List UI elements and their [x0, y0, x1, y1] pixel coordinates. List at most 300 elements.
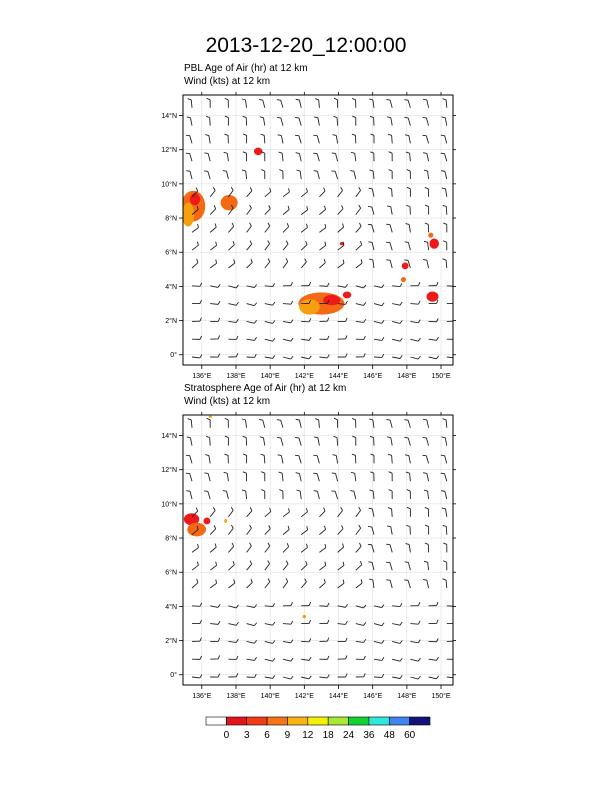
- wind-barb-feather: [288, 206, 289, 210]
- wind-barb-feather: [250, 525, 252, 528]
- wind-barb: [283, 624, 291, 625]
- wind-barb: [445, 171, 447, 179]
- wind-barb-feather: [351, 472, 355, 473]
- wind-barb-feather: [364, 656, 366, 659]
- wind-barb: [356, 641, 364, 642]
- wind-barb: [210, 511, 215, 517]
- wind-barb-feather: [204, 153, 208, 154]
- wind-barb-feather: [359, 543, 361, 546]
- wind-barb: [446, 260, 447, 268]
- wind-barb-feather: [424, 490, 428, 491]
- wind-barb-feather: [291, 658, 293, 661]
- wind-barb-feather: [224, 454, 228, 455]
- wind-barb-feather: [255, 657, 257, 660]
- wind-barb-feather: [333, 135, 337, 136]
- wind-barb-feather: [305, 259, 307, 262]
- wind-barb-feather: [325, 544, 326, 548]
- wind-barb-feather: [309, 676, 311, 679]
- wind-barb: [319, 191, 325, 197]
- wind-barb-feather: [187, 437, 191, 438]
- wind-barb-feather: [186, 491, 190, 492]
- wind-barb: [409, 456, 411, 464]
- wind-barb-feather: [286, 258, 288, 261]
- wind-barb: [265, 641, 273, 643]
- wind-barb-feather: [333, 116, 337, 117]
- wind-barb: [210, 191, 215, 197]
- y-tick-label: 4°N: [165, 603, 177, 611]
- wind-barb-feather: [286, 561, 288, 564]
- wind-barb: [247, 191, 252, 197]
- panel-bottom-plot: [161, 412, 456, 700]
- wind-barb-feather: [324, 579, 325, 583]
- wind-barb-feather: [418, 676, 420, 679]
- plot-frame: [183, 95, 453, 365]
- wind-barb: [427, 580, 429, 588]
- wind-barb-feather: [406, 224, 410, 225]
- wind-barb: [392, 509, 393, 517]
- wind-barb: [228, 263, 234, 268]
- wind-barb-feather: [443, 543, 447, 544]
- wind-barb-feather: [236, 656, 238, 659]
- wind-barb: [429, 339, 437, 340]
- wind-barb-feather: [216, 242, 217, 246]
- wind-barb: [390, 260, 392, 268]
- wind-barb-feather: [382, 623, 384, 626]
- wind-barb: [299, 456, 301, 464]
- wind-barb-feather: [218, 318, 220, 321]
- wind-barb: [210, 565, 216, 570]
- wind-barb-feather: [400, 355, 402, 358]
- wind-barb-feather: [371, 134, 374, 136]
- wind-barb-feather: [250, 561, 252, 564]
- colorbar-label: 0: [223, 730, 230, 741]
- wind-barb: [317, 171, 319, 179]
- wind-barb-feather: [423, 99, 427, 100]
- wind-barb: [337, 438, 338, 446]
- wind-barb: [263, 118, 264, 126]
- wind-barb-feather: [306, 224, 307, 228]
- wind-barb-feather: [314, 171, 318, 172]
- wind-barb-feather: [369, 259, 373, 260]
- wind-barb: [210, 583, 216, 588]
- wind-barb-feather: [343, 562, 344, 566]
- wind-barb: [356, 606, 364, 608]
- wind-barb: [301, 262, 306, 268]
- panel-top-wind-label: Wind (kts) at 12 km: [184, 76, 271, 87]
- age-of-air-region: [429, 239, 439, 249]
- wind-barb: [317, 474, 319, 482]
- wind-barb-feather: [369, 579, 373, 580]
- wind-barb: [283, 357, 291, 359]
- wind-barb-feather: [389, 472, 393, 473]
- wind-barb: [356, 624, 364, 626]
- wind-barb: [373, 420, 374, 428]
- wind-barb-feather: [261, 472, 265, 473]
- colorbar-label: 6: [264, 730, 270, 741]
- wind-barb-feather: [387, 437, 391, 438]
- wind-barb-feather: [223, 491, 227, 492]
- wind-barb: [245, 420, 246, 428]
- wind-barb-feather: [242, 490, 246, 491]
- wind-barb: [190, 154, 192, 162]
- wind-barb: [446, 509, 447, 517]
- y-tick-label: 12°N: [161, 147, 177, 155]
- wind-barb-feather: [187, 117, 191, 118]
- wind-barb: [192, 606, 200, 607]
- wind-barb-feather: [424, 561, 428, 562]
- wind-barb-feather: [423, 580, 427, 581]
- wind-barb: [247, 244, 252, 250]
- wind-barb: [410, 339, 418, 341]
- age-of-air-region: [190, 193, 200, 205]
- wind-barb: [354, 491, 356, 499]
- panel-bottom-variable-label: Stratosphere Age of Air (hr) at 12 km: [184, 383, 347, 394]
- wind-barb-feather: [324, 206, 325, 210]
- wind-barb: [299, 438, 301, 446]
- age-of-air-region: [224, 519, 227, 523]
- wind-barb-feather: [261, 490, 265, 491]
- wind-barb-field: [186, 418, 457, 679]
- wind-barb: [281, 456, 283, 464]
- wind-barb: [356, 286, 364, 288]
- wind-barb-feather: [346, 621, 348, 624]
- wind-barb-feather: [352, 116, 355, 118]
- wind-barb: [265, 244, 270, 250]
- wind-barb-feather: [250, 187, 252, 190]
- wind-barb: [228, 304, 236, 306]
- wind-barb-feather: [360, 241, 361, 245]
- wind-barb-feather: [236, 622, 238, 625]
- wind-barb: [190, 136, 192, 144]
- wind-barb-feather: [407, 490, 411, 491]
- wind-barb-feather: [268, 258, 270, 261]
- y-tick-label: 10°N: [161, 181, 177, 189]
- wind-barb-feather: [400, 320, 402, 323]
- wind-barb-feather: [324, 188, 325, 192]
- y-tick-label: 8°N: [165, 535, 177, 543]
- wind-barb-feather: [455, 620, 456, 624]
- wind-barb-feather: [309, 602, 310, 606]
- wind-barb: [356, 190, 361, 196]
- wind-barb-feather: [423, 260, 427, 261]
- y-tick-label: 2°N: [165, 638, 177, 646]
- wind-barb-feather: [188, 419, 192, 420]
- panel-bottom-wind-label: Wind (kts) at 12 km: [184, 396, 271, 407]
- wind-barb: [283, 659, 291, 661]
- wind-barb: [228, 606, 236, 608]
- wind-barb: [247, 528, 252, 534]
- wind-barb: [445, 438, 447, 446]
- wind-barb-feather: [255, 337, 257, 340]
- wind-barb: [265, 529, 270, 535]
- colorbar-label: 18: [322, 730, 334, 741]
- colorbar-box: [369, 717, 389, 725]
- wind-barb: [429, 357, 437, 359]
- wind-barb: [246, 171, 247, 179]
- wind-barb: [408, 420, 410, 428]
- wind-barb-feather: [278, 455, 282, 456]
- wind-barb-feather: [400, 603, 402, 606]
- wind-barb: [247, 659, 255, 660]
- wind-barb-feather: [216, 562, 217, 566]
- wind-barb: [210, 209, 215, 215]
- wind-barb: [319, 677, 327, 678]
- wind-barb: [390, 225, 392, 233]
- wind-barb-feather: [437, 318, 439, 321]
- wind-barb-feather: [273, 658, 275, 661]
- wind-barb: [318, 438, 320, 446]
- wind-barb: [356, 321, 364, 322]
- wind-barb-feather: [418, 301, 420, 304]
- wind-barb-feather: [314, 491, 318, 492]
- wind-barb: [374, 286, 382, 288]
- wind-barb-feather: [386, 260, 390, 261]
- wind-barb-feather: [369, 188, 373, 189]
- wind-barb-feather: [225, 436, 228, 438]
- wind-barb: [283, 227, 289, 233]
- wind-barb-feather: [273, 640, 275, 643]
- wind-barb-feather: [249, 543, 251, 546]
- wind-barb: [374, 624, 382, 626]
- wind-barb-feather: [198, 224, 199, 228]
- wind-barb: [445, 136, 447, 144]
- wind-barb: [445, 118, 447, 126]
- wind-barb-feather: [325, 562, 326, 566]
- wind-barb-feather: [406, 152, 410, 153]
- wind-barb-feather: [333, 436, 337, 437]
- wind-barb: [410, 624, 418, 625]
- wind-barb-feather: [325, 224, 326, 228]
- age-of-air-region: [428, 233, 433, 238]
- colorbar-box: [287, 717, 307, 725]
- wind-barb: [300, 171, 301, 179]
- wind-barb-feather: [346, 354, 348, 357]
- wind-barb-feather: [250, 241, 252, 244]
- wind-barb: [392, 135, 393, 143]
- wind-barb-feather: [296, 99, 300, 100]
- wind-barb: [319, 245, 325, 250]
- wind-barb-feather: [296, 419, 300, 420]
- colorbar-box: [247, 717, 267, 725]
- wind-barb: [228, 583, 234, 588]
- wind-barb: [190, 171, 192, 179]
- wind-barb-feather: [273, 603, 275, 606]
- wind-barb-feather: [273, 355, 275, 358]
- wind-barb-feather: [236, 353, 237, 357]
- wind-barb-feather: [455, 336, 457, 339]
- wind-barb: [446, 420, 447, 428]
- wind-barb-feather: [268, 240, 270, 243]
- wind-barb-feather: [343, 260, 344, 264]
- wind-barb: [337, 118, 338, 126]
- wind-barb-feather: [324, 508, 325, 512]
- wind-barb-feather: [207, 98, 211, 99]
- wind-barb-feather: [268, 223, 270, 226]
- panel-top-plot: [161, 92, 456, 380]
- wind-barb: [299, 153, 301, 161]
- wind-barb: [373, 100, 374, 108]
- wind-barb: [210, 547, 216, 552]
- wind-barb-feather: [441, 171, 445, 172]
- x-tick-label: 146°E: [363, 693, 383, 700]
- wind-barb-feather: [289, 508, 290, 512]
- wind-barb: [192, 245, 198, 250]
- wind-barb-feather: [346, 301, 348, 304]
- wind-barb-feather: [306, 241, 307, 245]
- wind-barb-feather: [218, 354, 220, 357]
- wind-barb-feather: [364, 353, 365, 357]
- wind-barb-feather: [345, 284, 347, 287]
- wind-barb: [408, 118, 410, 126]
- wind-barb: [283, 547, 289, 553]
- wind-barb: [247, 226, 252, 232]
- wind-barb-feather: [200, 283, 202, 286]
- wind-barb-feather: [188, 99, 192, 100]
- wind-barb-feather: [437, 620, 438, 624]
- wind-barb: [210, 227, 216, 232]
- wind-barb: [210, 263, 216, 268]
- wind-barb: [445, 491, 447, 499]
- wind-barb-feather: [296, 153, 300, 154]
- wind-barb: [301, 582, 306, 588]
- wind-barb-feather: [386, 544, 390, 545]
- wind-barb: [247, 304, 255, 306]
- age-of-air-region: [343, 292, 352, 299]
- colorbar-box: [267, 717, 287, 725]
- wind-barb: [428, 171, 429, 179]
- wind-barb-feather: [305, 579, 307, 582]
- wind-barb: [299, 136, 301, 144]
- wind-barb-feather: [324, 526, 325, 530]
- wind-barb-feather: [250, 205, 252, 208]
- wind-barb-feather: [236, 302, 238, 305]
- wind-barb-feather: [332, 153, 336, 154]
- wind-barb-feather: [405, 455, 409, 456]
- wind-barb-feather: [359, 507, 361, 510]
- wind-barb-feather: [307, 526, 308, 530]
- wind-barb-feather: [423, 153, 427, 154]
- wind-barb: [426, 136, 428, 144]
- wind-barb: [190, 491, 192, 499]
- wind-barb-feather: [332, 473, 336, 474]
- wind-barb: [299, 473, 301, 481]
- x-tick-label: 146°E: [363, 373, 383, 380]
- wind-barb-feather: [291, 338, 293, 341]
- wind-barb: [429, 659, 437, 660]
- wind-barb-feather: [442, 259, 446, 260]
- y-tick-label: 6°N: [165, 569, 177, 577]
- wind-barb-feather: [352, 436, 355, 438]
- wind-barb-feather: [224, 472, 228, 473]
- wind-barb-feather: [309, 356, 311, 359]
- wind-barb-feather: [273, 622, 275, 625]
- wind-barb-feather: [207, 418, 211, 419]
- wind-barb-feather: [254, 605, 256, 608]
- wind-barb-feather: [443, 561, 447, 562]
- wind-barb-feather: [309, 638, 311, 641]
- colorbar-label: 36: [363, 730, 375, 741]
- wind-barb-feather: [204, 473, 208, 474]
- wind-barb-feather: [213, 187, 215, 190]
- wind-barb: [444, 154, 446, 162]
- wind-barb: [372, 242, 374, 250]
- wind-barb-feather: [314, 437, 318, 438]
- wind-barb: [391, 527, 392, 535]
- age-of-air-region: [204, 518, 211, 525]
- wind-barb: [391, 118, 392, 126]
- wind-barb: [446, 100, 447, 108]
- x-tick-label: 138°E: [226, 693, 246, 700]
- wind-barb-feather: [442, 579, 446, 580]
- wind-barb: [447, 677, 455, 678]
- wind-barb-feather: [309, 337, 311, 340]
- wind-barb-feather: [455, 656, 457, 659]
- wind-barb-feather: [200, 620, 201, 624]
- wind-barb-feather: [425, 205, 428, 207]
- age-of-air-region: [299, 299, 320, 314]
- wind-barb: [283, 677, 291, 679]
- wind-barb-feather: [233, 241, 234, 245]
- age-of-air-region: [402, 262, 409, 269]
- wind-barb-feather: [342, 525, 344, 528]
- wind-barb: [410, 641, 418, 642]
- wind-barb-feather: [260, 117, 264, 118]
- wind-barb-feather: [213, 507, 215, 510]
- wind-barb-feather: [327, 336, 329, 339]
- wind-barb-feather: [343, 580, 344, 584]
- wind-barb-feather: [436, 356, 438, 359]
- age-of-air-region: [427, 292, 439, 302]
- wind-barb-feather: [278, 135, 282, 136]
- wind-barb-feather: [364, 673, 365, 677]
- x-tick-label: 140°E: [260, 693, 280, 700]
- wind-barb: [192, 357, 200, 358]
- wind-barb: [283, 304, 291, 305]
- wind-barb: [392, 641, 400, 643]
- wind-barb-feather: [232, 543, 234, 546]
- wind-barb-feather: [309, 657, 311, 660]
- wind-barb: [319, 263, 325, 268]
- wind-barb: [426, 456, 428, 464]
- wind-barb: [356, 304, 364, 306]
- wind-barb-feather: [273, 338, 275, 341]
- wind-barb: [408, 562, 410, 570]
- wind-barb: [208, 153, 210, 161]
- wind-barb: [317, 154, 319, 162]
- wind-barb: [210, 529, 215, 535]
- wind-barb-feather: [291, 676, 293, 679]
- wind-barb: [390, 100, 392, 108]
- wind-barb: [208, 171, 210, 179]
- wind-barb: [427, 100, 429, 108]
- wind-barb: [299, 420, 301, 428]
- wind-barb-feather: [270, 188, 271, 192]
- wind-barb: [427, 420, 429, 428]
- wind-barb: [282, 153, 283, 161]
- wind-barb-feather: [214, 525, 216, 528]
- wind-barb-feather: [315, 99, 319, 100]
- wind-barb-feather: [387, 117, 391, 118]
- wind-barb: [283, 564, 288, 570]
- wind-barb-feather: [306, 508, 307, 512]
- wind-barb-feather: [254, 285, 256, 288]
- wind-barb: [190, 438, 192, 446]
- wind-barb-feather: [370, 116, 374, 117]
- wind-barb: [299, 118, 301, 126]
- x-tick-label: 140°E: [260, 373, 280, 380]
- x-tick-label: 142°E: [294, 373, 314, 380]
- colorbar-box: [328, 717, 348, 725]
